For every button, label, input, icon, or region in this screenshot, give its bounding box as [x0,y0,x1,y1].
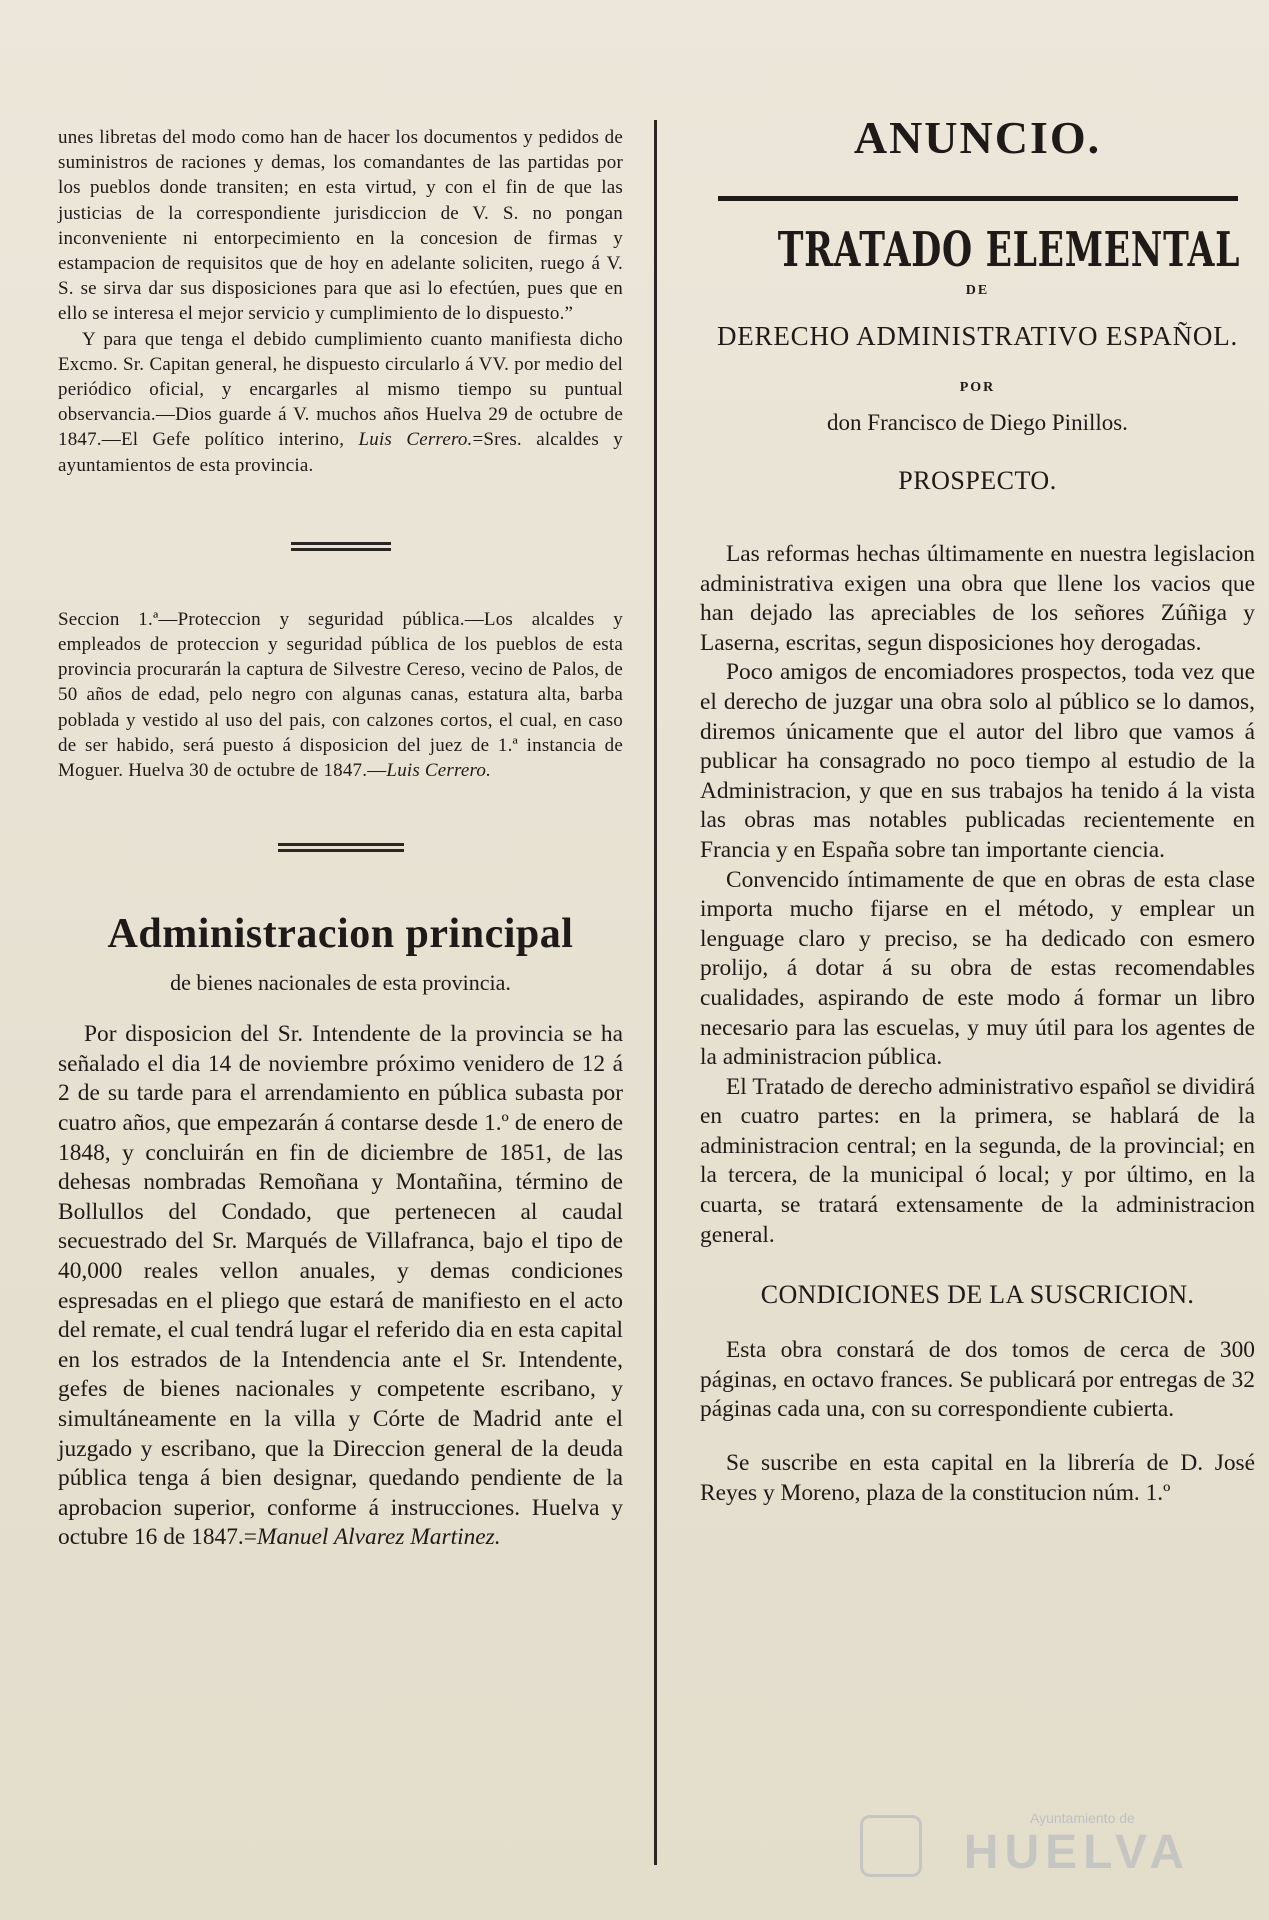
section-separator-2 [278,843,404,852]
admin-title: Administracion principal [107,911,574,958]
prospecto-text [700,540,1255,1250]
condiciones-paragraph-1: Esta obra constará de dos tomos de cerca de 300 páginas, en octavo frances. Se publicará por entregas de 32 páginas cada una, con su correspondiente cubierta. [700,1337,1255,1423]
circular-paragraph-1: unes libretas del modo como han de hacer los documentos y pedidos de suministros de raciones y demas, los comandantes de las partidas por los pueblos donde transiten; en esta virtud, y con el fin de que las justicias de la correspondiente jurisdiccion de V. S. no pongan inconveniente ni entorpecimiento en la concesion de firmas y estampacion de requisitos que de hoy en adelante soliciten, ruego á V. S. se sirva dar sus disposiciones para que asi lo efectúen, pues que en ello se interesa el mejor servicio y cumplimiento de lo dispuesto.” [58,127,623,325]
left-column [58,125,623,1553]
circular-signature: Luis Cerrero. [358,429,473,451]
seccion-signature: Luis Cerrero. [386,760,492,782]
anuncio-heading: ANUNCIO. [853,112,1102,163]
seccion-paragraph: Seccion 1.ª—Proteccion y seguridad pública.—Los alcaldes y empleados de proteccion y seguridad pública de los pueblos de esta provincia procurarán la captura de Silvestre Cereso, vecino de Palos, de 50 años de edad, pelo negro con algunas canas, estatura alta, barba poblada y vestido al uso del pais, con calzones cortos, el cual, en caso de ser habido, será puesto á disposicion del juez de 1.ª instancia de Moguer. Huelva 30 de octubre de 1847.—Luis Cerrero. [58,608,623,782]
author-name: don Francisco de Diego Pinillos. [827,410,1128,435]
right-column [700,110,1255,1508]
prospecto-paragraph-3: Convencido íntimamente de que en obras de esta clase importa mucho fijarse en el método, y emplear un lenguage claro y preciso, se ha dedicado con esmero prolijo, á dotar á su obra de estas recomendables cualidades, aspirando de este modo á formar un libro necesario para las escuelas, y muy útil para los agentes de la administracion pública. [700,866,1255,1071]
prospecto-heading: PROSPECTO. [898,466,1057,495]
de-word: DE [965,283,990,298]
seccion-text [58,607,623,783]
prospecto-paragraph-4: El Tratado de derecho administrativo español se dividirá en cuatro partes: en la primera, se hablará de la administracion central; en la segunda, de la provincial; en la tercera, de la municipal ó local; y por último, en la cuarta, se tratará extensamente de la administracion general. [700,1073,1255,1248]
watermark-caption: Ayuntamiento de [1030,1810,1135,1826]
admin-signature: Manuel Alvarez Martinez. [256,1524,501,1551]
circular-text [58,125,623,478]
tratado-title: TRATADO ELEMENTAL [777,222,1241,278]
watermark-logo: HUELVA [963,1826,1190,1879]
admin-text [58,1020,623,1553]
condiciones-text [700,1336,1255,1508]
condiciones-paragraph-2: Se suscribe en esta capital en la librería de D. José Reyes y Moreno, plaza de la constitucion núm. 1.º [700,1450,1255,1506]
condiciones-heading: CONDICIONES DE LA SUSCRICION. [760,1280,1195,1310]
section-separator [291,542,391,551]
circular-paragraph-2: Y para que tenga el debido cumplimiento cuanto manifiesta dicho Excmo. Sr. Capitan general, he dispuesto circularlo á VV. por medio del periódico oficial, y encargarles al mismo tiempo su puntual observancia.—Dios guarde á V. muchos años Huelva 29 de octubre de 1847.—El Gefe político interino, Luis Cerrero.=Sres. alcaldes y ayuntamientos de esta provincia. [58,328,623,476]
admin-paragraph: Por disposicion del Sr. Intendente de la provincia se ha señalado el dia 14 de noviembre próximo venidero de 12 á 2 de su tarde para el arrendamiento en pública subasta por cuatro años, que empezarán á contarse desde 1.º de enero de 1848, y concluirán en fin de diciembre de 1851, de las dehesas nombradas Remoñana y Montañina, término de Bollullos del Condado, que pertenecen al caudal secuestrado del Sr. Marqués de Villafranca, bajo el tipo de 40,000 reales vellon anuales, y demas condiciones espresadas en el pliego que estará de manifiesto en el acto del remate, el cual tendrá lugar el referido dia en esta capital en los estrados de la Intendencia ante el Sr. Intendente, gefes de bienes nacionales y competente escribano, y simultáneamente en la villa y Córte de Madrid ante el juzgado y escribano, que la Direccion general de la deuda pública tenga á bien designar, quedando pendiente de la aprobacion superior, conforme á instrucciones. Huelva y octubre 16 de 1847.=Manuel Alvarez Martinez. [58,1021,623,1551]
prospecto-paragraph-1: Las reformas hechas últimamente en nuestra legislacion administrativa exigen una obra que llene los vacios que han dejado las apreciables de los señores Zúñiga y Laserna, escritas, segun disposiciones hoy derogadas. [700,541,1255,656]
derecho-title: DERECHO ADMINISTRATIVO ESPAÑOL. [716,321,1239,351]
por-word: POR [959,380,996,395]
admin-subtitle: de bienes nacionales de esta provincia. [170,970,511,996]
prospecto-paragraph-2: Poco amigos de encomiadores prospectos, toda vez que el derecho de juzgar una obra solo al público se lo damos, diremos únicamente que el autor del libro que vamos á publicar ha consagrado no poco tiempo al estudio de la Administracion, y que en sus trabajos ha tenido á la vista las obras mas notables publicadas recientemente en Francia y en España sobre tan importante ciencia. [700,659,1255,863]
column-divider [654,120,657,1865]
